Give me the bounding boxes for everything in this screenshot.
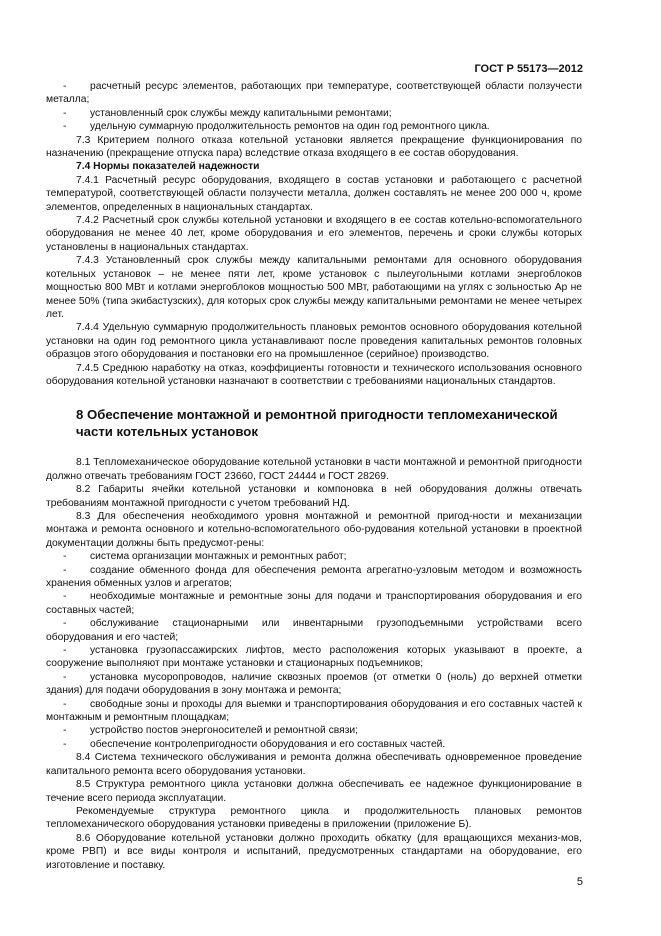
list-item-text: создание обменного фонда для обеспечения ремонта агрегатно-узловым методом и возможность хранения обменных узлов и агрегатов; [46,564,582,589]
list-item [46,644,582,671]
paragraph-7-4-4: 7.4.4 Удельную суммарную продолжительность плановых ремонтов основного оборудования котельной установки на один год ремонтного цикла устанавливают после проведения капитальных ремонтов головных образцов этого оборудования и постановки его на промышленное (серийное) производство. [46,322,582,361]
list-item-text: установка грузопассажирских лифтов, место расположения которых указывают в проекте, а сооружение выполняют при монтаже установки и стационарных подъемников; [46,645,582,670]
paragraph-recommended: Рекомендуемые структура ремонтного цикла и продолжительность плановых ремонтов тепломеханического оборудования установки приведены в приложении (приложение Б). [46,805,582,831]
section-8-heading: 8 Обеспечение монтажной и ремонтной пригодности тепломеханической части котельных установок [76,407,558,440]
list-item [46,724,582,737]
list-item [46,738,582,751]
list-item-text: система организации монтажных и ремонтных работ; [90,551,347,563]
document-id-header: ГОСТ Р 55173—2012 [474,63,583,75]
paragraph-7-4-5: 7.4.5 Среднюю наработку на отказ, коэффициенты готовности и технического использования основного оборудования котельной установки назначают в соответствии с требованиями национальных стандартов. [46,362,582,387]
paragraph-8-3: 8.3 Для обеспечения необходимого уровня монтажной и ремонтной пригод-ности и механизации монтажа и ремонта основного и котельно-вспомогательного обо-рудования котельной установки в проектной документации должны быть предусмот-рены: [46,510,582,549]
list-item [46,698,582,725]
paragraph-7-3: 7.3 Критерием полного отказа котельной установки является прекращение функционирования по назначению (прекращение отпуска пара) вследствие отказа входящего в ее состав оборудования. [46,134,582,160]
page-content [46,80,582,872]
dash-bullet: - [63,107,67,119]
list-item [46,590,582,617]
dash-bullet: - [63,551,67,563]
paragraph-8-1: 8.1 Тепломеханическое оборудование котельной установки в части монтажной и ремонтной пригодности должно отвечать требованиям ГОСТ 23660, ГОСТ 24444 и ГОСТ 28269. [46,457,582,482]
list-item [46,671,582,698]
paragraph-8-4: 8.4 Система технического обслуживания и ремонта должна обеспечивать одновременное проведение капитального ремонта всего оборудования установки. [46,752,582,777]
dash-bullet: - [63,564,67,576]
dash-bullet: - [63,671,67,683]
dash-bullet: - [63,645,67,657]
paragraph-8-6: 8.6 Оборудование котельной установки должно проходить обкатку (для вращающихся механиз-мов, кроме РВП) и все виды контроля и испытаний, предусмотренных стандартами на оборудование, его изготовление и поставку. [46,832,582,871]
dash-bullet: - [63,591,67,603]
paragraph-7-4-3: 7.4.3 Установленный срок службы между капитальными ремонтами для основного оборудования котельных установок – не менее пяти лет, кроме установок с пылеугольными котлами энергоблоков мощностью 800 МВт и котлами энергоблоков мощностью 500 МВт, работающими на углях с зольностью Ар не менее 50% (типа экибастузских), для которых срок службы между капитальными ремонтами не менее четырех лет. [46,255,582,320]
list-item-text: установленный срок службы между капитальными ремонтами; [90,107,392,119]
subheading-7-4: 7.4 Нормы показателей надежности [76,161,260,173]
list-item [46,617,582,644]
list-item-text: расчетный ресурс элементов, работающих при температуре, соответствующей области ползучести металла; [46,81,582,106]
list-item [46,120,582,133]
list-item-text: свободные зоны и проходы для выемки и транспортирования оборудования и его составных частей к монтажным и ремонтным площадкам; [46,698,582,724]
list-item [46,80,582,107]
list-item-text: установка мусоропроводов, наличие сквозных проемов (от отметки 0 (ноль) до верхней отметки здания) для подачи оборудования в зону монтажа и ремонта; [46,671,582,697]
dash-bullet: - [63,618,67,630]
dash-bullet: - [63,725,67,737]
paragraph-8-2: 8.2 Габариты ячейки котельной установки и компоновка в ней оборудования должны отвечать требованиям монтажной пригодности с учетом требований НД. [46,484,582,509]
list-item-text: необходимые монтажные и ремонтные зоны для подачи и транспортирования оборудования и его составных частей; [46,591,582,616]
paragraph-7-4-1: 7.4.1 Расчетный ресурс оборудования, входящего в состав установки и работающего с расчетной температурой, соответствующей области ползучести металла, должен составлять не менее 200 000 ч, кроме элементов, определенных в национальных стандартах. [46,174,582,213]
paragraph-8-5: 8.5 Структура ремонтного цикла установки должна обеспечивать ее надежное функционирование в течение всего периода эксплуатации. [46,779,582,804]
list-item-text: удельную суммарную продолжительность ремонтов на один год ремонтного цикла. [90,121,490,133]
dash-bullet: - [63,81,67,92]
list-item [46,564,582,591]
list-item-text: устройство постов энергоносителей и ремонтной связи; [90,725,359,737]
list-item [46,107,582,120]
paragraph-7-4-2: 7.4.2 Расчетный срок службы котельной установки и входящего в ее состав котельно-вспомогательного оборудования не менее 40 лет, кроме оборудования и его элементов, перечень и сроки службы которых установлены в национальных стандартах. [46,215,582,253]
dash-bullet: - [63,121,67,133]
dash-bullet: - [63,698,67,710]
list-item-text: обеспечение контролепригодности оборудования и его составных частей. [90,738,446,750]
list-item-text: обслуживание стационарными или инвентарными грузоподъемными устройствами всего оборудования и его частей; [46,618,582,643]
dash-bullet: - [63,738,67,750]
page-number: 5 [576,876,583,888]
list-item [46,550,582,563]
